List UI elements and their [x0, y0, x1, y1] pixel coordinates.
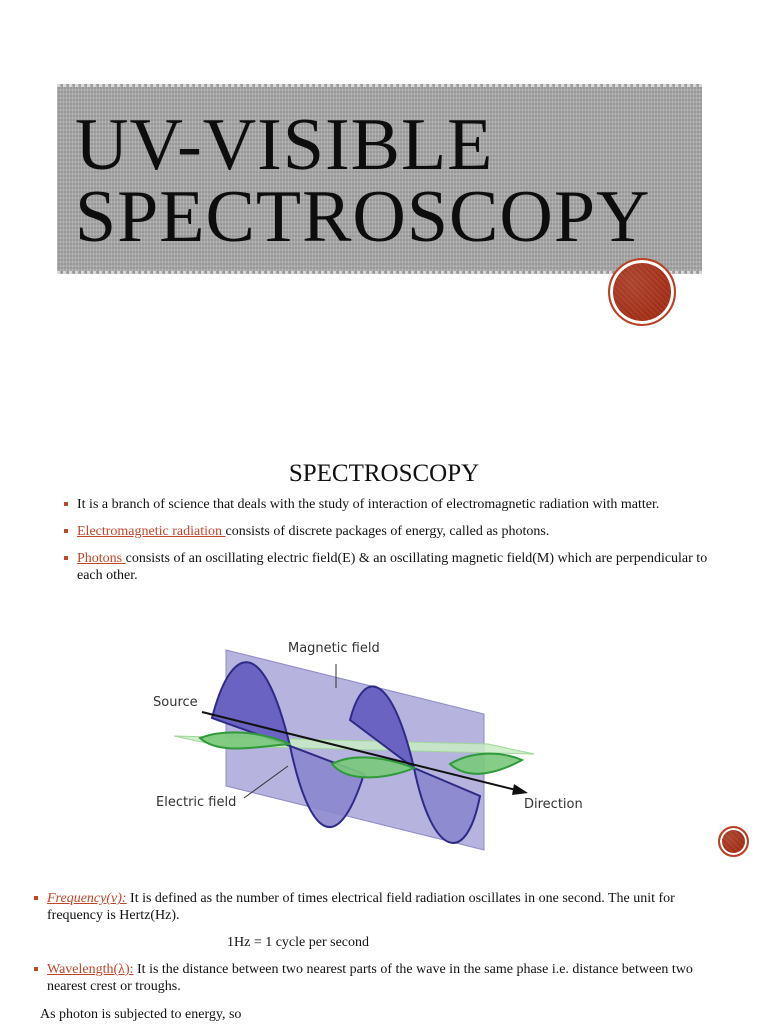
direction-label: Direction — [524, 797, 583, 812]
slide-title — [75, 104, 651, 258]
source-label: Source — [153, 695, 198, 710]
bullet-definition — [60, 496, 720, 513]
electric-field-label: Electric field — [156, 795, 237, 810]
bullet-definition-text: It is a branch of science that deals with the study of interaction of electromagnetic radiation with matter. — [77, 497, 660, 512]
bullet-wavelength — [30, 961, 730, 995]
bullet-wavelength-text: It is the distance between two nearest parts of the wave in the same phase i.e. distance between two nearest crest or troughs. — [47, 962, 693, 994]
title-banner — [57, 84, 702, 274]
spectroscopy-bullet-list — [60, 496, 720, 594]
decorative-circle-small — [718, 826, 749, 857]
bullet-em-radiation-text: consists of discrete packages of energy, called as photons. — [225, 524, 550, 539]
bullet-photons-text: consists of an oscillating electric field(E) & an oscillating magnetic field(M) which are perpendicular to each other. — [77, 551, 708, 583]
bullet-photons — [60, 550, 720, 584]
title-line-1: UV-VISIBLE — [75, 104, 494, 186]
title-line-2: SPECTROSCOPY — [75, 176, 651, 258]
em-wave-svg — [150, 636, 590, 854]
bullet-frequency-text: It is defined as the number of times electrical field radiation oscillates in one second. The unit for frequency is Hertz(Hz). — [47, 891, 675, 923]
em-wave-diagram — [150, 636, 590, 854]
term-wavelength: Wavelength(λ): — [47, 962, 134, 977]
term-frequency: Frequency(ν): — [47, 891, 127, 906]
closing-line: As photon is subjected to energy, so — [40, 1007, 242, 1022]
magnetic-field-label: Magnetic field — [288, 641, 380, 656]
term-photons: Photons — [77, 551, 126, 566]
direction-arrowhead — [512, 784, 528, 795]
frequency-equation: 1Hz = 1 cycle per second — [227, 935, 370, 950]
bullet-frequency — [30, 890, 730, 924]
definitions-list — [30, 890, 730, 995]
section-heading: SPECTROSCOPY — [288, 460, 480, 487]
bullet-em-radiation — [60, 523, 720, 540]
decorative-circle-large — [608, 258, 676, 326]
term-electromagnetic-radiation: Electromagnetic radiation — [77, 524, 226, 539]
